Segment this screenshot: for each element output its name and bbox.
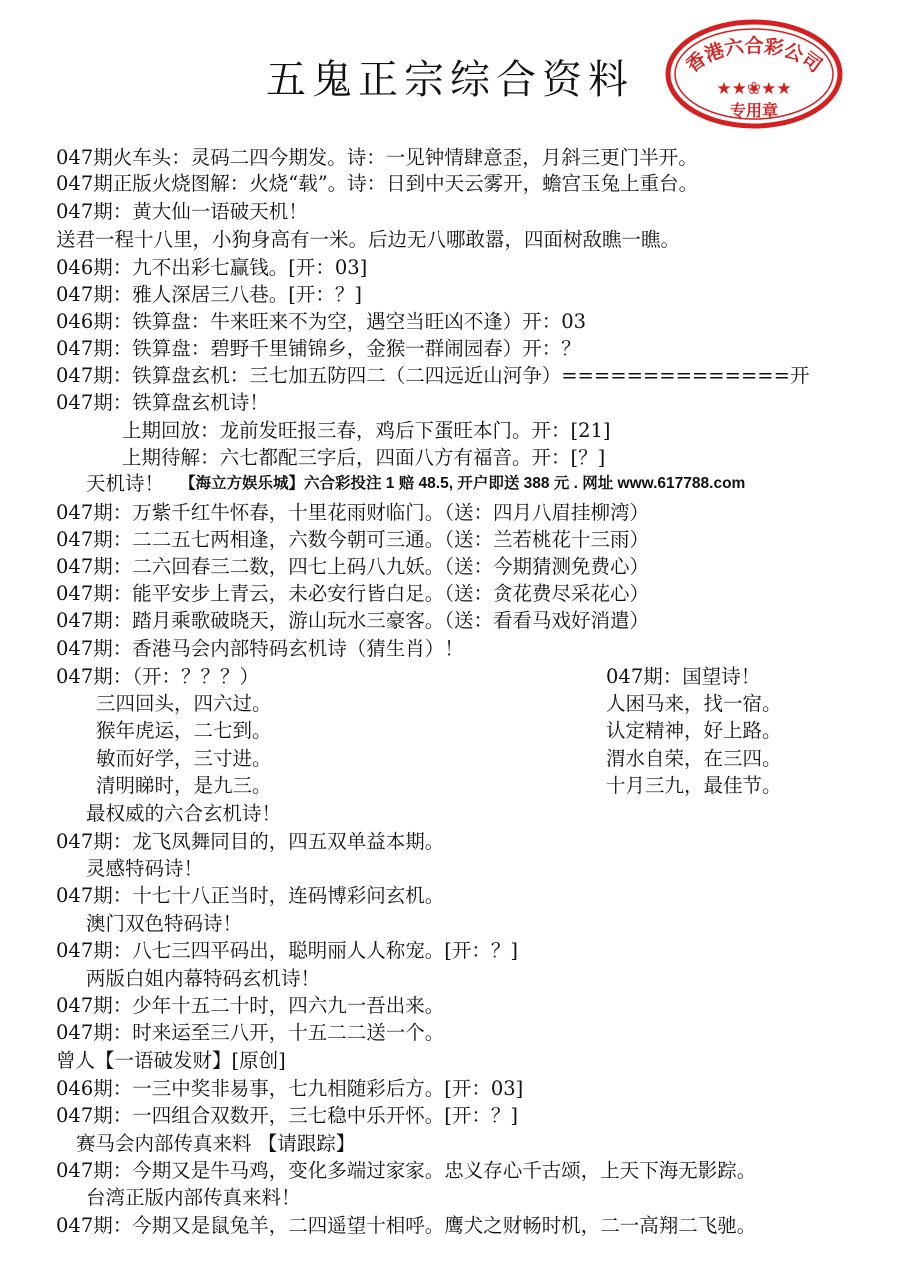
line-39: 047期：今期又是牛马鸡，变化多端过家家。忠义存心千古颂，上天下海无影踪。 xyxy=(56,1159,757,1182)
line-5: 046期：九不出彩七赢钱。[开：03] xyxy=(56,256,368,279)
seal-stars: ★★❀★★ xyxy=(716,79,792,99)
right-poem-line-3: 渭水自荣，在三四。 xyxy=(606,747,782,770)
heading-saima: 赛马会内部传真来料 【请跟踪】 xyxy=(76,1132,356,1155)
right-poem-line-4: 十月三九，最佳节。 xyxy=(606,774,782,797)
line-3: 047期：黄大仙一语破天机！ xyxy=(56,200,308,223)
line-27: 047期：龙飞凤舞同目的，四五双单益本期。 xyxy=(56,830,445,853)
line-41: 047期：今期又是鼠兔羊，二四遥望十相呼。鹰犬之财畅时机，二一高翔二飞驰。 xyxy=(56,1214,757,1237)
seal-text-top: 香港六合彩公司 xyxy=(682,34,826,78)
right-poem-line-2: 认定精神，好上路。 xyxy=(606,719,782,742)
line-20: 047期：香港马会内部特码玄机诗（猜生肖）！ xyxy=(56,637,464,660)
line-8: 047期：铁算盘：碧野千里铺锦乡，金猴一群闹园春）开：？ xyxy=(56,337,581,360)
poem-line-1: 三四回头，四六过。 xyxy=(96,692,272,715)
heading-baijie: 两版白姐内幕特码玄机诗！ xyxy=(86,967,321,990)
heading-zengren: 曾人【一语破发财】[原创] xyxy=(56,1049,286,1072)
line-19: 047期：踏月乘歌破晓天，游山玩水三豪客。（送：看看马戏好消遣） xyxy=(56,609,649,632)
poem-line-2: 猴年虎运，二七到。 xyxy=(96,719,272,742)
heading-linggan: 灵感特码诗！ xyxy=(86,857,204,880)
advert-banner: 【海立方娱乐城】六合彩投注 1 赔 48.5, 开户即送 388 元 . 网址 www.617788.com xyxy=(180,475,746,492)
poem-line-4: 清明睇时，是九三。 xyxy=(96,774,272,797)
line-21: 047期：（开：？？？） xyxy=(56,665,259,688)
line-1: 047期火车头：灵码二四今期发。诗：一见钟情肆意歪，月斜三更门半开。 xyxy=(56,146,698,169)
heading-taiwan: 台湾正版内部传真来料！ xyxy=(86,1186,301,1209)
seal-text-bottom: 专用章 xyxy=(729,101,779,120)
line-15: 047期：万紫千红牛怀春，十里花雨财临门。（送：四月八眉挂柳湾） xyxy=(56,501,649,524)
line-4: 送君一程十八里，小狗身高有一米。后边无八哪敢嚣，四面树敌瞧一瞧。 xyxy=(56,228,681,251)
page-title: 五鬼正宗综合资料 xyxy=(266,57,634,103)
line-10: 047期：铁算盘玄机诗！ xyxy=(56,391,269,414)
line-7: 046期：铁算盘：牛来旺来不为空，遇空当旺凶不逢）开：03 xyxy=(56,310,587,333)
right-poem-title: 047期：国望诗！ xyxy=(606,665,761,688)
right-poem-line-1: 人困马来，找一宿。 xyxy=(606,692,782,715)
line-12: 上期待解：六七都配三字后，四面八方有福音。开：[？] xyxy=(122,446,606,469)
line-18: 047期：能平安步上青云，未必安行皆白足。（送：贪花费尽采花心） xyxy=(56,582,649,605)
heading-liuhe: 最权威的六合玄机诗！ xyxy=(86,802,282,825)
line-2: 047期正版火烧图解：火烧“载”。诗：日到中天云雾开，蟾宫玉兔上重台。 xyxy=(56,172,699,195)
poem-line-3: 敏而好学，三寸进。 xyxy=(96,747,272,770)
line-11: 上期回放：龙前发旺报三春，鸡后下蛋旺本门。开：[21] xyxy=(122,419,611,442)
line-36: 046期：一三中奖非易事，七九相随彩后方。[开：03] xyxy=(56,1077,524,1100)
line-34: 047期：时来运至三八开，十五二二送一个。 xyxy=(56,1021,445,1044)
line-33: 047期：少年十五二十时，四六九一吾出来。 xyxy=(56,994,445,1017)
line-29: 047期：十七十八正当时，连码博彩问玄机。 xyxy=(56,884,445,907)
line-16: 047期：二二五七两相逢，六数今朝可三通。（送：兰若桃花十三雨） xyxy=(56,528,649,551)
line-17: 047期：二六回春三二数，四七上码八九妖。（送：今期猜测免费心） xyxy=(56,555,649,578)
line-37: 047期：一四组合双数开，三七稳中乐开怀。[开：？] xyxy=(56,1104,518,1127)
line-6: 047期：雅人深居三八巷。[开：？] xyxy=(56,283,362,306)
line-31: 047期：八七三四平码出，聪明丽人人称宠。[开：？] xyxy=(56,939,518,962)
company-seal xyxy=(664,18,844,130)
heading-aomen: 澳门双色特码诗！ xyxy=(86,912,243,935)
line-9: 047期：铁算盘玄机：三七加五防四二（二四远近山河争）==============开 xyxy=(56,364,810,387)
heading-tianji: 天机诗！ xyxy=(86,472,165,495)
